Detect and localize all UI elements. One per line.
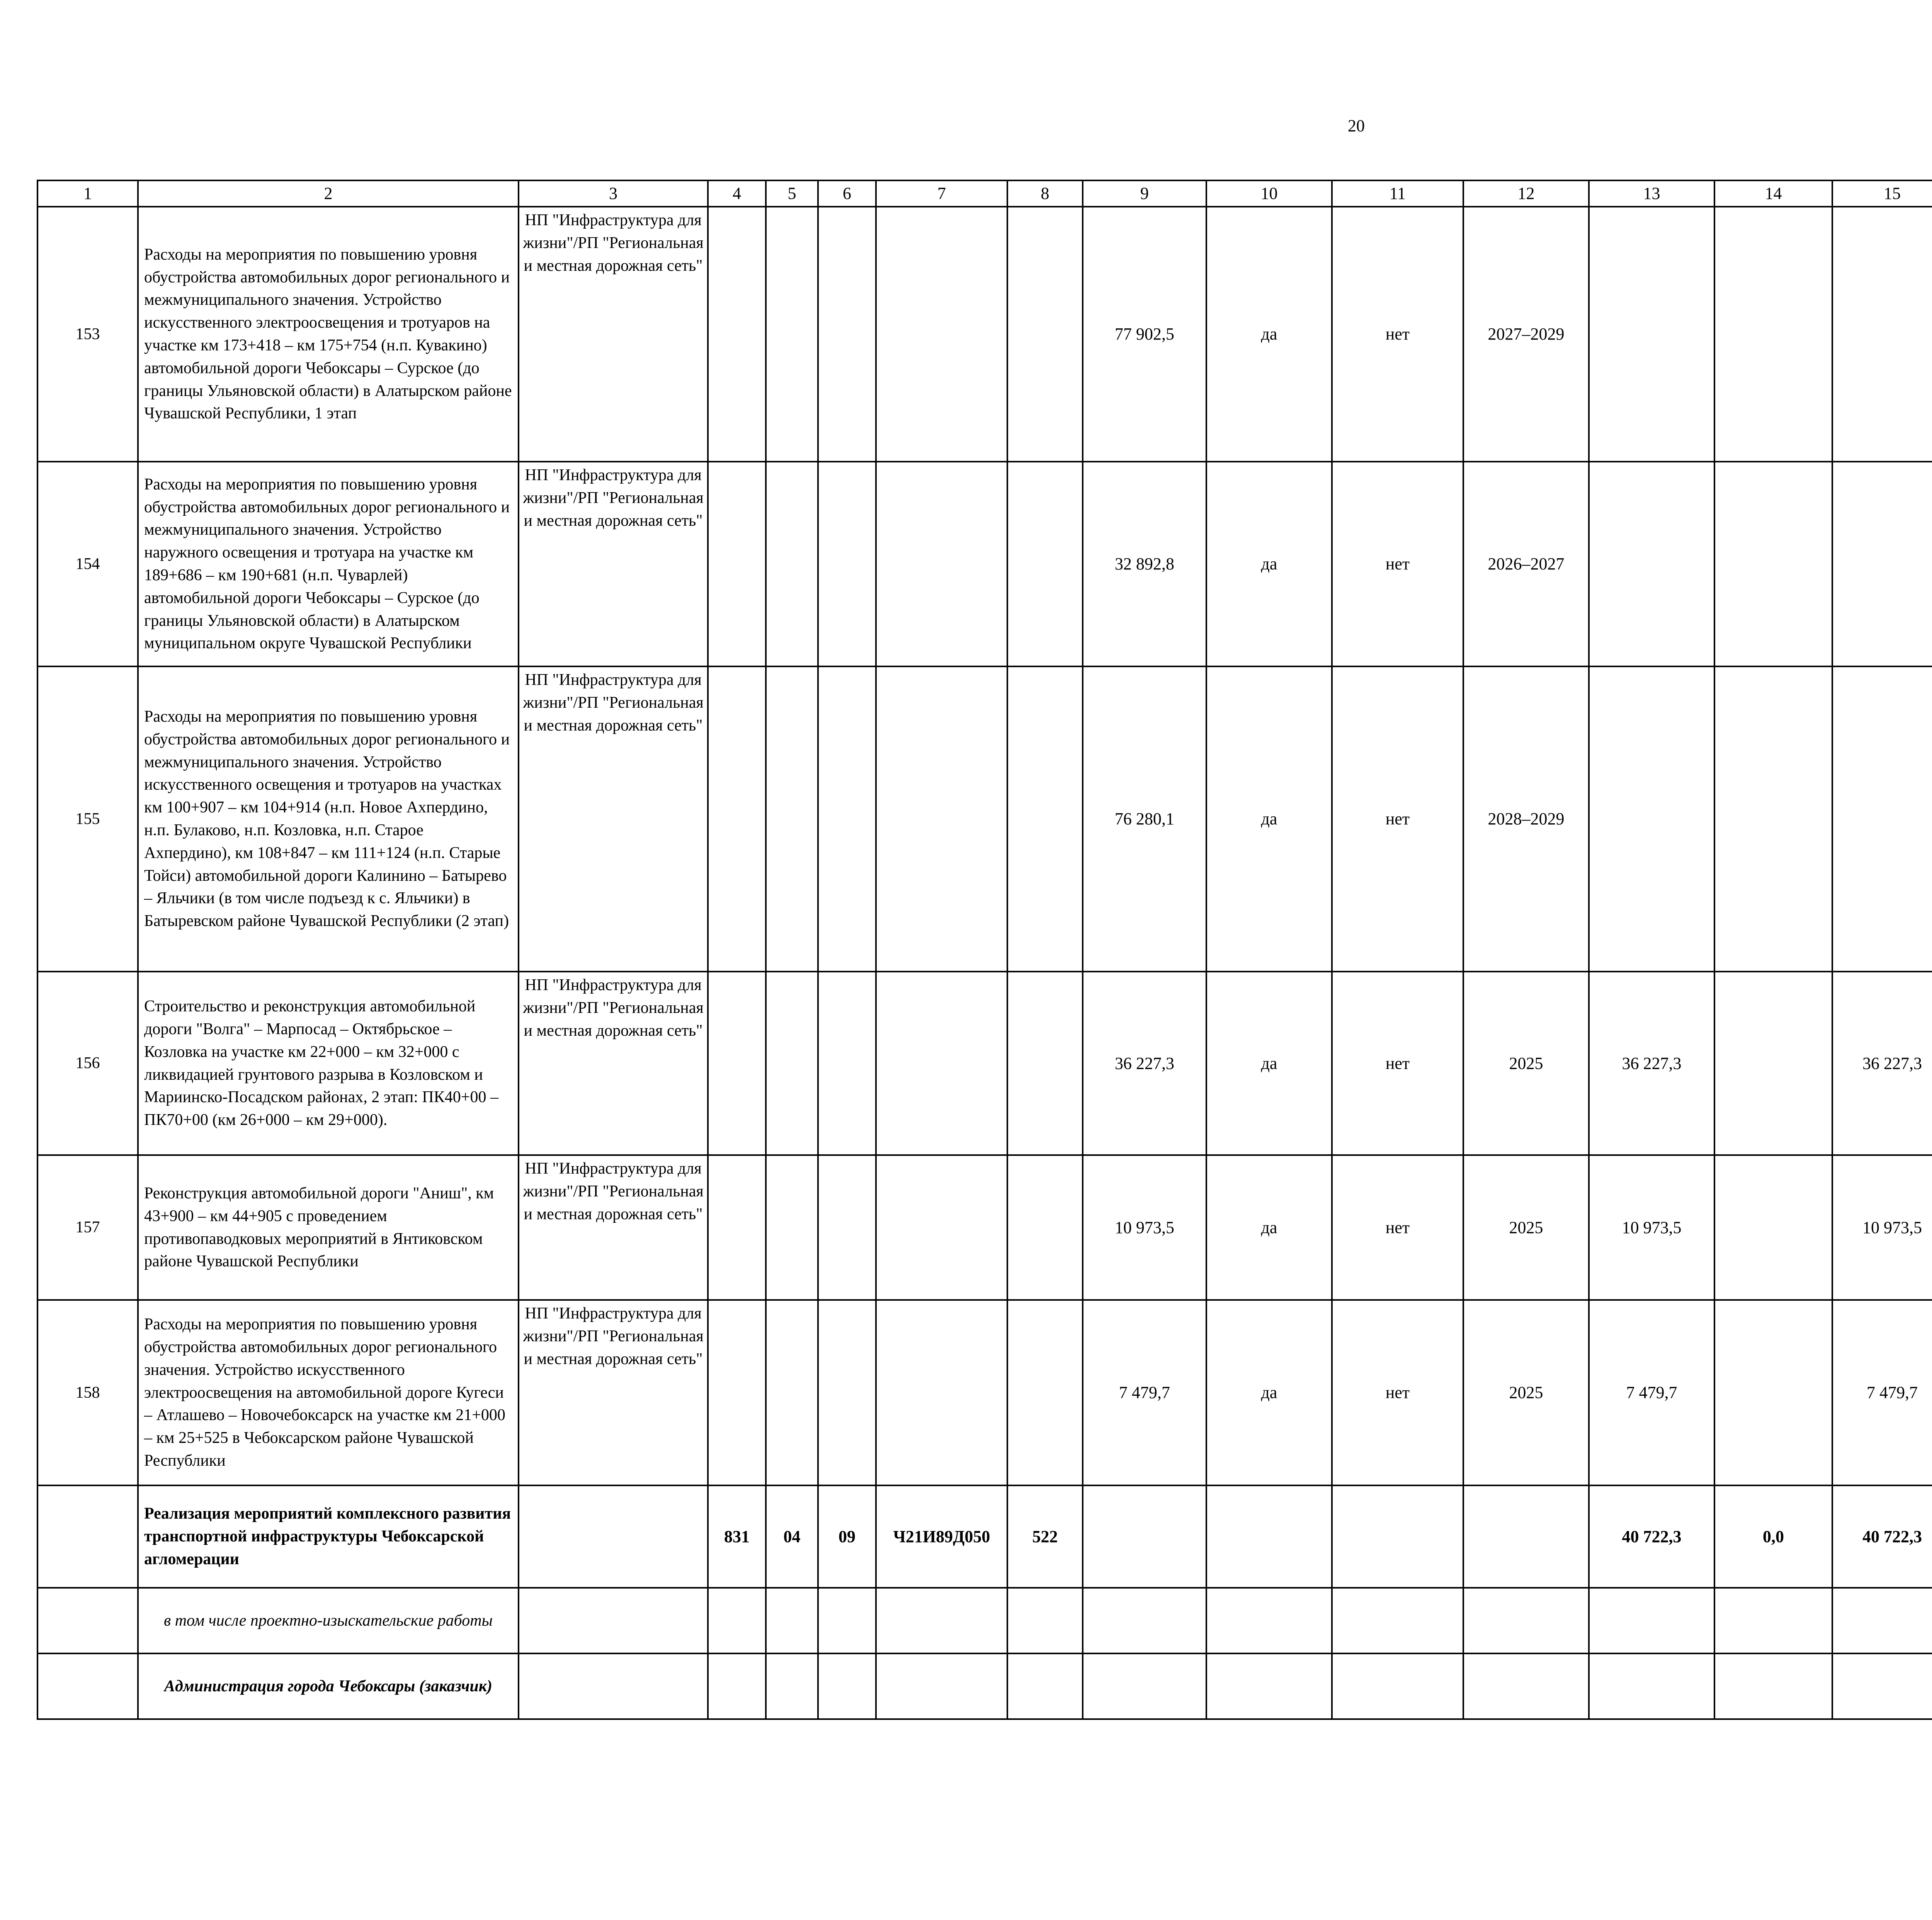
- cell-col4: [708, 1155, 766, 1300]
- cell-col7: [876, 207, 1007, 462]
- cell-col4: [708, 1300, 766, 1485]
- measure-name: Расходы на мероприятия по повышению уровня обустройства автомобильных дорог регионального и межмуниципального значения. Устройство наружного освещения и тротуара на участке км 189+686 – км 190+681 (н.п. Чуварлей) автомобильной дороги Чебоксары – Сурское (до границы Ульяновской области) в Алатырском муниципальном округе Чувашской Республики: [138, 462, 519, 666]
- cell-col12: 2025: [1463, 1155, 1589, 1300]
- cell-col4: [708, 1653, 766, 1719]
- cell-col14: [1714, 462, 1832, 666]
- summary-name: Реализация мероприятий комплексного развития транспортной инфраструктуры Чебоксарской агломерации: [138, 1485, 519, 1588]
- program-name: НП "Инфраструктура для жизни"/РП "Региональная и местная дорожная сеть": [519, 972, 708, 1155]
- col-header-4: 4: [708, 180, 766, 207]
- cell-col11: [1332, 1485, 1463, 1588]
- col-header-1: 1: [37, 180, 138, 207]
- cell-col7: [876, 972, 1007, 1155]
- cell-col5: [766, 666, 818, 972]
- table-row: [37, 666, 1932, 972]
- cell-col6: [818, 1653, 876, 1719]
- program-name: НП "Инфраструктура для жизни"/РП "Региональная и местная дорожная сеть": [519, 1155, 708, 1300]
- cell-col15: [1832, 666, 1932, 972]
- cell-col6: [818, 666, 876, 972]
- col-header-9: 9: [1083, 180, 1206, 207]
- cell-col5: [766, 1588, 818, 1653]
- header-row: [37, 180, 1932, 207]
- cell-col14: [1714, 1300, 1832, 1485]
- col-header-14: 14: [1714, 180, 1832, 207]
- measure-name: Строительство и реконструкция автомобильной дороги "Волга" – Марпосад – Октябрьское – Козловка на участке км 22+000 – км 32+000 с ликвидацией грунтового разрыва в Козловском и Мариинско-Посадском районах, 2 этап: ПК40+00 – ПК70+00 (км 26+000 – км 29+000).: [138, 972, 519, 1155]
- table-row: [37, 207, 1932, 462]
- cell-col11: нет: [1332, 462, 1463, 666]
- col-header-7: 7: [876, 180, 1007, 207]
- col-header-8: 8: [1007, 180, 1083, 207]
- cell-col11: нет: [1332, 1155, 1463, 1300]
- cell-col4: [708, 666, 766, 972]
- row-number: 156: [37, 972, 138, 1155]
- row-number: [37, 1653, 138, 1719]
- cell-col7: [876, 462, 1007, 666]
- cell-col14: [1714, 666, 1832, 972]
- row-number: 154: [37, 462, 138, 666]
- cell-col4: [708, 1588, 766, 1653]
- cell-col11: нет: [1332, 972, 1463, 1155]
- cell-col9: [1083, 1653, 1206, 1719]
- program-name: НП "Инфраструктура для жизни"/РП "Региональная и местная дорожная сеть": [519, 207, 708, 462]
- cell-col3: [519, 1653, 708, 1719]
- table-row: [37, 972, 1932, 1155]
- cell-col9: 10 973,5: [1083, 1155, 1206, 1300]
- page-number: 20: [1348, 116, 1365, 135]
- cell-col10: [1206, 1485, 1332, 1588]
- cell-col12: 2028–2029: [1463, 666, 1589, 972]
- cell-col7: Ч21И89Д050: [876, 1485, 1007, 1588]
- cell-col8: [1007, 1588, 1083, 1653]
- subrow-design: [37, 1588, 1932, 1653]
- cell-col10: да: [1206, 462, 1332, 666]
- cell-col12: [1463, 1588, 1589, 1653]
- cell-col9: 32 892,8: [1083, 462, 1206, 666]
- table-row: [37, 462, 1932, 666]
- col-header-13: 13: [1589, 180, 1714, 207]
- cell-col12: 2027–2029: [1463, 207, 1589, 462]
- cell-col10: да: [1206, 666, 1332, 972]
- summary-row: [37, 1485, 1932, 1588]
- cell-col8: [1007, 666, 1083, 972]
- cell-col3: [519, 1485, 708, 1588]
- cell-col6: [818, 1155, 876, 1300]
- cell-col6: 09: [818, 1485, 876, 1588]
- cell-col12: 2025: [1463, 972, 1589, 1155]
- cell-col9: 76 280,1: [1083, 666, 1206, 972]
- cell-col15: [1832, 462, 1932, 666]
- cell-col14: [1714, 972, 1832, 1155]
- cell-col3: [519, 1588, 708, 1653]
- cell-col11: [1332, 1653, 1463, 1719]
- cell-col12: [1463, 1485, 1589, 1588]
- row-number: [37, 1588, 138, 1653]
- col-header-15: 15: [1832, 180, 1932, 207]
- row-number: [37, 1485, 138, 1588]
- cell-col14: [1714, 1653, 1832, 1719]
- cell-col9: [1083, 1485, 1206, 1588]
- row-number: 157: [37, 1155, 138, 1300]
- col-header-10: 10: [1206, 180, 1332, 207]
- cell-col5: 04: [766, 1485, 818, 1588]
- cell-col10: да: [1206, 207, 1332, 462]
- cell-col15: 36 227,3: [1832, 972, 1932, 1155]
- cell-col10: да: [1206, 1300, 1332, 1485]
- cell-col13: 7 479,7: [1589, 1300, 1714, 1485]
- cell-col8: [1007, 1155, 1083, 1300]
- cell-col9: [1083, 1588, 1206, 1653]
- cell-col6: [818, 972, 876, 1155]
- cell-col5: [766, 972, 818, 1155]
- row-number: 153: [37, 207, 138, 462]
- cell-col12: 2026–2027: [1463, 462, 1589, 666]
- cell-col13: [1589, 207, 1714, 462]
- cell-col8: [1007, 462, 1083, 666]
- cell-col13: [1589, 666, 1714, 972]
- cell-col12: 2025: [1463, 1300, 1589, 1485]
- cell-col13: 36 227,3: [1589, 972, 1714, 1155]
- col-header-3: 3: [519, 180, 708, 207]
- cell-col5: [766, 1653, 818, 1719]
- subrow-design-label: в том числе проектно-изыскательские работы: [138, 1588, 519, 1653]
- cell-col4: [708, 207, 766, 462]
- program-name: НП "Инфраструктура для жизни"/РП "Региональная и местная дорожная сеть": [519, 666, 708, 972]
- measure-name: Расходы на мероприятия по повышению уровня обустройства автомобильных дорог регионального и межмуниципального значения. Устройство искусственного освещения и тротуаров на участках км 100+907 – км 104+914 (н.п. Новое Ахпердино, н.п. Булаково, н.п. Козловка, н.п. Старое Ахпердино), км 108+847 – км 111+124 (н.п. Старые Тойси) автомобильной дороги Калинино – Батырево – Яльчики (в том числе подъезд к с. Яльчики) в Батыревском районе Чувашской Республики (2 этап): [138, 666, 519, 972]
- cell-col5: [766, 1300, 818, 1485]
- cell-col8: 522: [1007, 1485, 1083, 1588]
- cell-col13: [1589, 462, 1714, 666]
- cell-col4: [708, 972, 766, 1155]
- subrow-customer-label: Администрация города Чебоксары (заказчик): [138, 1653, 519, 1719]
- cell-col14: [1714, 207, 1832, 462]
- row-number: 158: [37, 1300, 138, 1485]
- cell-col15: 40 722,3: [1832, 1485, 1932, 1588]
- cell-col7: [876, 1155, 1007, 1300]
- cell-col10: [1206, 1653, 1332, 1719]
- cell-col15: [1832, 1588, 1932, 1653]
- cell-col6: [818, 462, 876, 666]
- cell-col7: [876, 1653, 1007, 1719]
- cell-col11: нет: [1332, 1300, 1463, 1485]
- cell-col13: [1589, 1653, 1714, 1719]
- cell-col7: [876, 1300, 1007, 1485]
- table-row: [37, 1300, 1932, 1485]
- measure-name: Реконструкция автомобильной дороги "Аниш", км 43+900 – км 44+905 с проведением противопаводковых мероприятий в Янтиковском районе Чувашской Республики: [138, 1155, 519, 1300]
- cell-col9: 36 227,3: [1083, 972, 1206, 1155]
- col-header-11: 11: [1332, 180, 1463, 207]
- col-header-6: 6: [818, 180, 876, 207]
- cell-col8: [1007, 972, 1083, 1155]
- cell-col12: [1463, 1653, 1589, 1719]
- cell-col6: [818, 207, 876, 462]
- cell-col5: [766, 1155, 818, 1300]
- measure-name: Расходы на мероприятия по повышению уровня обустройства автомобильных дорог регионального значения. Устройство искусственного электроосвещения на автомобильной дороге Кугеси – Атлашево – Новочебоксарск на участке км 21+000 – км 25+525 в Чебоксарском районе Чувашской Республики: [138, 1300, 519, 1485]
- cell-col4: 831: [708, 1485, 766, 1588]
- program-name: НП "Инфраструктура для жизни"/РП "Региональная и местная дорожная сеть": [519, 1300, 708, 1485]
- cell-col5: [766, 462, 818, 666]
- row-number: 155: [37, 666, 138, 972]
- cell-col13: [1589, 1588, 1714, 1653]
- cell-col13: 40 722,3: [1589, 1485, 1714, 1588]
- measure-name: Расходы на мероприятия по повышению уровня обустройства автомобильных дорог регионального и межмуниципального значения. Устройство искусственного электроосвещения и тротуаров на участке км 173+418 – км 175+754 (н.п. Кувакино) автомобильной дороги Чебоксары – Сурское (до границы Ульяновской области) в Алатырском районе Чувашской Республики, 1 этап: [138, 207, 519, 462]
- cell-col11: нет: [1332, 666, 1463, 972]
- cell-col14: [1714, 1155, 1832, 1300]
- cell-col11: нет: [1332, 207, 1463, 462]
- cell-col9: 7 479,7: [1083, 1300, 1206, 1485]
- col-header-2: 2: [138, 180, 519, 207]
- cell-col8: [1007, 1300, 1083, 1485]
- cell-col15: 7 479,7: [1832, 1300, 1932, 1485]
- cell-col6: [818, 1588, 876, 1653]
- cell-col13: 10 973,5: [1589, 1155, 1714, 1300]
- cell-col9: 77 902,5: [1083, 207, 1206, 462]
- col-header-5: 5: [766, 180, 818, 207]
- cell-col10: [1206, 1588, 1332, 1653]
- program-name: НП "Инфраструктура для жизни"/РП "Региональная и местная дорожная сеть": [519, 462, 708, 666]
- col-header-12: 12: [1463, 180, 1589, 207]
- cell-col15: [1832, 207, 1932, 462]
- cell-col8: [1007, 207, 1083, 462]
- subrow-customer: [37, 1653, 1932, 1719]
- table-row: [37, 1155, 1932, 1300]
- cell-col15: 10 973,5: [1832, 1155, 1932, 1300]
- data-table: [37, 180, 1932, 1720]
- cell-col11: [1332, 1588, 1463, 1653]
- cell-col15: [1832, 1653, 1932, 1719]
- cell-col6: [818, 1300, 876, 1485]
- cell-col7: [876, 1588, 1007, 1653]
- cell-col7: [876, 666, 1007, 972]
- cell-col10: да: [1206, 972, 1332, 1155]
- cell-col8: [1007, 1653, 1083, 1719]
- cell-col14: 0,0: [1714, 1485, 1832, 1588]
- cell-col14: [1714, 1588, 1832, 1653]
- cell-col5: [766, 207, 818, 462]
- cell-col4: [708, 462, 766, 666]
- cell-col10: да: [1206, 1155, 1332, 1300]
